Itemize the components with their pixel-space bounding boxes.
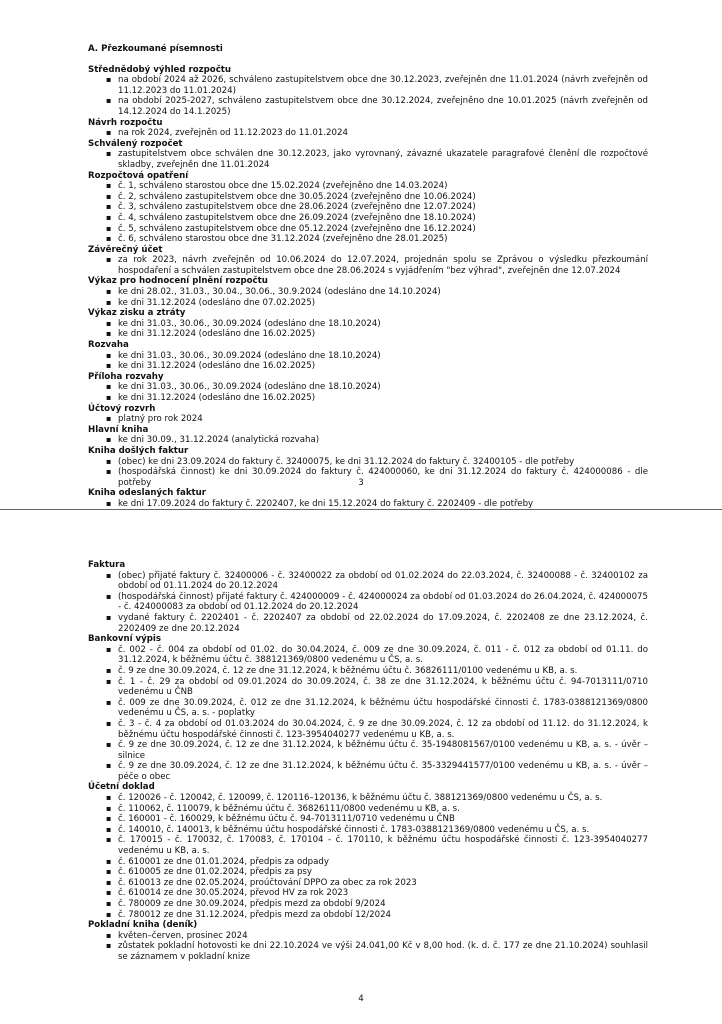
- list-item: ▪ č. 9 ze dne 30.09.2024, č. 12 ze dne 31.12.2024, k běžnému účtu č. 35-3329441577/0100 vedenému u KB, a. s. - úvěr – péče o obec: [88, 761, 648, 782]
- section: [88, 404, 648, 425]
- section-heading: Účtový rozvrh: [88, 403, 156, 414]
- section: [88, 340, 648, 372]
- section-heading: Kniha odeslaných faktur: [88, 488, 207, 499]
- section-heading: Návrh rozpočtu: [88, 117, 163, 128]
- section-heading: Výkaz zisku a ztráty: [88, 308, 186, 319]
- list-item: ▪ zastupitelstvem obce schválen dne 30.12.2023, jako vyrovnaný, závazné ukazatele paragrafové členění dle rozpočtové skladby, zveřejněn dne 11.01.2024: [88, 149, 648, 170]
- section-heading: Rozvaha: [88, 340, 129, 351]
- section-heading: Kniha došlých faktur: [88, 445, 189, 456]
- section-list: [88, 499, 648, 510]
- section-list: [88, 181, 648, 245]
- list-item: ▪ vydané faktury č. 2202401 - č. 2202407 za období od 22.02.2024 do 17.09.2024, č. 2202408 ze dne 23.12.2024, č. 2202409 ze dne 20.12.2024: [88, 613, 648, 634]
- list-item: ▪ č. 610001 ze dne 01.01.2024, předpis za odpady: [88, 857, 648, 868]
- list-item: ▪ (obec) ke dni 23.09.2024 do faktury č. 32400075, ke dni 31.12.2024 do faktury č. 32400105 - dle potřeby: [88, 457, 648, 468]
- section-heading: Příloha rozvahy: [88, 371, 164, 382]
- section-list: [88, 435, 648, 446]
- section-heading: Účetní doklad: [88, 782, 155, 793]
- section: [88, 245, 648, 277]
- page-4-content: [88, 560, 648, 963]
- section: [88, 634, 648, 782]
- section: [88, 488, 648, 509]
- section-list: [88, 128, 648, 139]
- section-list: [88, 645, 648, 783]
- section-list: [88, 793, 648, 920]
- list-item: ▪ ke dni 31.12.2024 (odesláno dne 07.02.2025): [88, 298, 648, 309]
- list-item: ▪ ke dni 31.12.2024 (odesláno dne 16.02.2025): [88, 329, 648, 340]
- list-item: ▪ č. 2, schváleno zastupitelstvem obce dne 30.05.2024 (zveřejněno dne 10.06.2024): [88, 192, 648, 203]
- list-item: ▪ ke dni 17.09.2024 do faktury č. 2202407, ke dni 15.12.2024 do faktury č. 2202409 - dle potřeby: [88, 499, 648, 510]
- section-heading: Rozpočtová opatření: [88, 170, 189, 181]
- section-list: [88, 255, 648, 276]
- section-list: [88, 931, 648, 963]
- section-list: [88, 287, 648, 308]
- document-page-3: [0, 0, 722, 508]
- list-item: ▪ na období 2025-2027, schváleno zastupitelstvem obce dne 30.12.2024, zveřejněno dne 10.01.2025 (návrh zveřejněn od 14.12.2024 do 14.1.2025): [88, 96, 648, 117]
- section-heading: Faktura: [88, 560, 126, 570]
- document-page-4: [0, 512, 722, 1024]
- list-item: ▪ č. 610013 ze dne 02.05.2024, proúčtování DPPO za obec za rok 2023: [88, 878, 648, 889]
- section: [88, 560, 648, 634]
- page-divider: [0, 509, 722, 510]
- section-heading: Závěrečný účet: [88, 244, 163, 255]
- page-number: 4: [358, 994, 364, 1004]
- list-item: ▪ č. 170015 - č. 170032, č. 170083, č. 170104 - č. 170110, k běžnému účtu hospodářské činnosti č. 123-3954040277 vedenému u KB, a. s.: [88, 835, 648, 856]
- section-list: [88, 149, 648, 170]
- list-item: ▪ č. 4, schváleno zastupitelstvem obce dne 26.09.2024 (zveřejněno dne 18.10.2024): [88, 213, 648, 224]
- list-item: ▪ (hospodářská činnost) ke dni 30.09.2024 do faktury č. 424000060, ke dni 31.12.2024 do faktury č. 424000086 - dle potřeby: [88, 467, 648, 488]
- document-title: A. Přezkoumané písemnosti: [88, 44, 223, 54]
- section-list: [88, 75, 648, 117]
- page-3-sections: [88, 65, 648, 510]
- list-item: ▪ ke dni 31.12.2024 (odesláno dne 16.02.2025): [88, 361, 648, 372]
- list-item: ▪ ke dni 28.02., 31.03., 30.04., 30.06., 30.9.2024 (odesláno dne 14.10.2024): [88, 287, 648, 298]
- section: [88, 276, 648, 308]
- page-4-sections: [88, 560, 648, 963]
- list-item: ▪ č. 3 - č. 4 za období od 01.03.2024 do 30.04.2024, č. 9 ze dne 30.09.2024, č. 12 za období od 11.12. do 31.12.2024, k běžnému účtu hospodářské činnosti č. 123-3954040277 vedenému u KB, a. s.: [88, 719, 648, 740]
- list-item: ▪ zůstatek pokladní hotovosti ke dni 22.10.2024 ve výši 24.041,00 Kč v 8,00 hod. (k. d. č. 177 ze dne 21.10.2024) souhlasil se záznamem v pokladní knize: [88, 941, 648, 962]
- page-3-content: [88, 44, 648, 510]
- section-list: [88, 414, 648, 425]
- list-item: ▪ č. 009 ze dne 30.09.2024, č. 012 ze dne 31.12.2024, k běžnému účtu hospodářské činnosti č. 1783-0388121369/0800 vedenému u ČS, a. s. - poplatky: [88, 698, 648, 719]
- section-heading: Hlavní kniha: [88, 424, 149, 435]
- list-item: ▪ č. 610014 ze dne 30.05.2024, převod HV za rok 2023: [88, 888, 648, 899]
- section: [88, 65, 648, 118]
- list-item: ▪ ke dni 31.12.2024 (odesláno dne 16.02.2025): [88, 393, 648, 404]
- section: [88, 425, 648, 446]
- list-item: ▪ č. 610005 ze dne 01.02.2024, předpis za psy: [88, 867, 648, 878]
- list-item: ▪ na období 2024 až 2026, schváleno zastupitelstvem obce dne 30.12.2023, zveřejněn dne 11.01.2024 (návrh zveřejněn od 11.12.2023 do 11.01.2024): [88, 75, 648, 96]
- section: [88, 171, 648, 245]
- section-list: [88, 382, 648, 403]
- list-item: ▪ č. 140010, č. 140013, k běžnému účtu hospodářské činnosti č. 1783-0388121369/0800 vedenému u ČS, a. s.: [88, 825, 648, 836]
- section-list: [88, 351, 648, 372]
- list-item: ▪ ke dni 31.03., 30.06., 30.09.2024 (odesláno dne 18.10.2024): [88, 319, 648, 330]
- list-item: ▪ na rok 2024, zveřejněn od 11.12.2023 do 11.01.2024: [88, 128, 648, 139]
- list-item: ▪ za rok 2023, návrh zveřejněn od 10.06.2024 do 12.07.2024, projednán spolu se Zprávou o výsledku přezkoumání hospodaření a schválen zastupitelstvem obce dne 28.06.2024 s vyjádřením "bez výhrad", zveřejněn dne 12.07.2024: [88, 255, 648, 276]
- section: [88, 920, 648, 962]
- list-item: ▪ ke dni 31.03., 30.06., 30.09.2024 (odesláno dne 18.10.2024): [88, 351, 648, 362]
- list-item: ▪ č. 5, schváleno zastupitelstvem obce dne 05.12.2024 (zveřejněno dne 16.12.2024): [88, 224, 648, 235]
- list-item: ▪ (obec) přijaté faktury č. 32400006 - č. 32400022 za období od 01.02.2024 do 22.03.2024, č. 32400088 - č. 32400102 za období od 01.11.2024 do 20.12.2024: [88, 571, 648, 592]
- section-list: [88, 571, 648, 635]
- section: [88, 372, 648, 404]
- list-item: ▪ č. 780012 ze dne 31.12.2024, předpis mezd za období 12/2024: [88, 910, 648, 921]
- list-item: ▪ č. 3, schváleno zastupitelstvem obce dne 28.06.2024 (zveřejněno dne 12.07.2024): [88, 202, 648, 213]
- list-item: ▪ č. 780009 ze dne 30.09.2024, předpis mezd za období 9/2024: [88, 899, 648, 910]
- list-item: ▪ ke dni 31.03., 30.06., 30.09.2024 (odesláno dne 18.10.2024): [88, 382, 648, 393]
- section-list: [88, 319, 648, 340]
- list-item: ▪ květen–červen, prosinec 2024: [88, 931, 648, 942]
- section-heading: Střednědobý výhled rozpočtu: [88, 64, 232, 75]
- list-item: ▪ č. 1, schváleno starostou obce dne 15.02.2024 (zveřejněno dne 14.03.2024): [88, 181, 648, 192]
- section: [88, 139, 648, 171]
- list-item: ▪ č. 9 ze dne 30.09.2024, č. 12 ze dne 31.12.2024, k běžnému účtu č. 35-1948081567/0100 vedenému u KB, a. s. - úvěr – silnice: [88, 740, 648, 761]
- list-item: ▪ platný pro rok 2024: [88, 414, 648, 425]
- list-item: ▪ č. 9 ze dne 30.09.2024, č. 12 ze dne 31.12.2024, k běžnému účtu č. 36826111/0100 vedenému u KB, a. s.: [88, 666, 648, 677]
- section-heading: Pokladní kniha (deník): [88, 920, 198, 931]
- list-item: ▪ č. 160001 - č. 160029, k běžnému účtu č. 94-7013111/0710 vedenému u ČNB: [88, 814, 648, 825]
- section: [88, 118, 648, 139]
- section-heading: Bankovní výpis: [88, 634, 161, 645]
- list-item: ▪ č. 120026 - č. 120042, č. 120099, č. 120116–120136, k běžnému účtu č. 388121369/0800 vedenému u ČS, a. s.: [88, 793, 648, 804]
- list-item: ▪ č. 1 - č. 29 za období od 09.01.2024 do 30.09.2024, č. 38 ze dne 31.12.2024, k běžnému účtu č. 94-7013111/0710 vedenému u ČNB: [88, 677, 648, 698]
- list-item: ▪ ke dni 30.09., 31.12.2024 (analytická rozvaha): [88, 435, 648, 446]
- section: [88, 782, 648, 920]
- list-item: ▪ č. 6, schváleno starostou obce dne 31.12.2024 (zveřejněno dne 28.01.2025): [88, 234, 648, 245]
- list-item: ▪ č. 002 - č. 004 za období od 01.02. do 30.04.2024, č. 009 ze dne 30.09.2024, č. 011 - č. 012 za období od 01.11. do 31.12.2024, k běžnému účtu č. 388121369/0800 vedenému u ČS, a. s.: [88, 645, 648, 666]
- list-item: ▪ (hospodářská činnost) přijaté faktury č. 424000009 - č. 424000024 za období od 01.03.2024 do 26.04.2024, č. 424000075 - č. 424000083 za období od 01.12.2024 do 20.12.2024: [88, 592, 648, 613]
- page-number: 3: [358, 478, 364, 488]
- section-heading: Výkaz pro hodnocení plnění rozpočtu: [88, 276, 268, 287]
- list-item: ▪ č. 110062, č. 110079, k běžnému účtu č. 36826111/0800 vedenému u KB, a. s.: [88, 804, 648, 815]
- section: [88, 308, 648, 340]
- section-heading: Schválený rozpočet: [88, 138, 183, 149]
